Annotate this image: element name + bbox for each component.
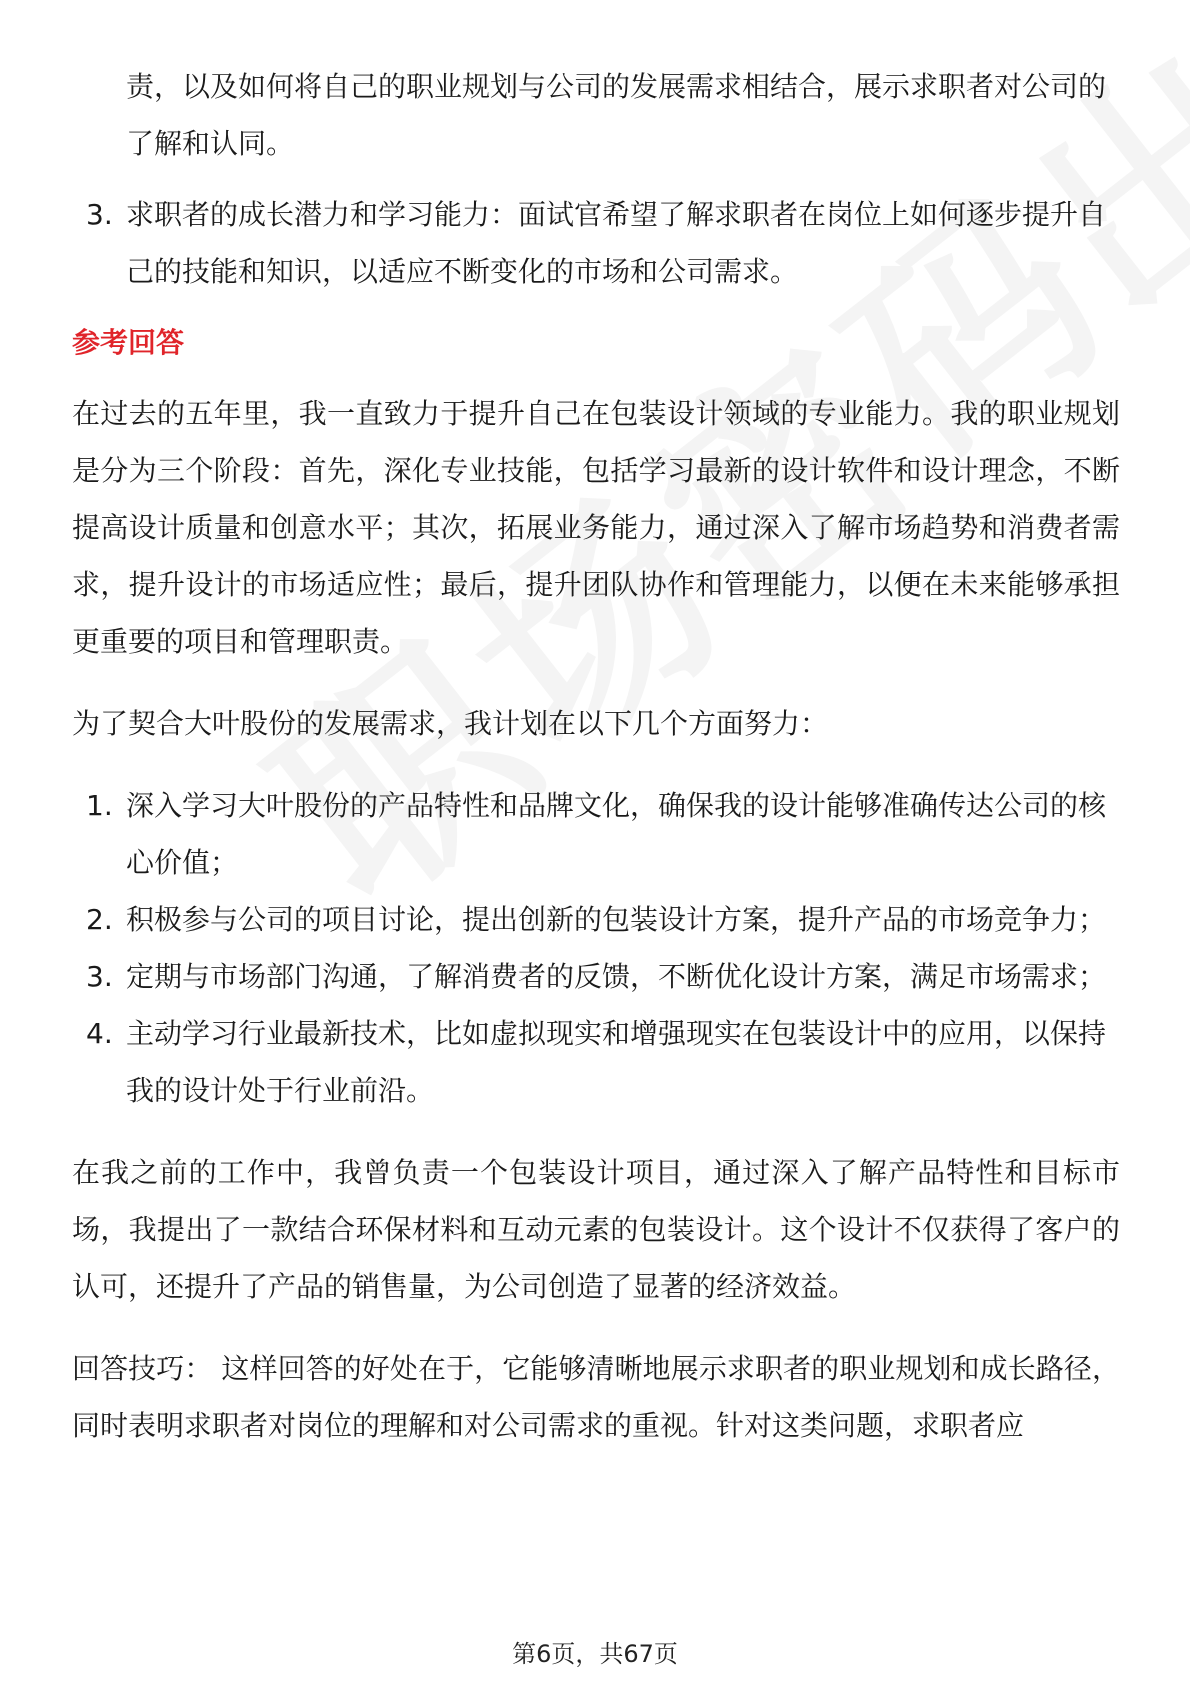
answer-paragraph-1: 在过去的五年里，我一直致力于提升自己在包装设计领域的专业能力。我的职业规划是分为三个阶段：首先，深化专业技能，包括学习最新的设计软件和设计理念，不断提高设计质量和创意水平；其次，拓展业务能力，通过深入了解市场趋势和消费者需求，提升设计的市场适应性；最后，提升团队协作和管理能力，以便在未来能够承担更重要的项目和管理职责。: [72, 397, 1120, 658]
plan-list: [72, 777, 1120, 1119]
list-item-text: 定期与市场部门沟通，了解消费者的反馈，不断优化设计方案，满足市场需求；: [126, 960, 1107, 993]
list-item-text: 积极参与公司的项目讨论，提出创新的包装设计方案，提升产品的市场竞争力；: [126, 903, 1107, 936]
list-item: [72, 948, 1120, 1005]
list-item-number: 2.: [86, 903, 113, 936]
list-item-text: 求职者的成长潜力和学习能力：面试官希望了解求职者在岗位上如何逐步提升自己的技能和知识，以适应不断变化的市场和公司需求。: [126, 198, 1107, 288]
list-item-number: 1.: [86, 789, 113, 822]
answer-paragraph-3: 在我之前的工作中，我曾负责一个包装设计项目，通过深入了解产品特性和目标市场，我提出了一款结合环保材料和互动元素的包装设计。这个设计不仅获得了客户的认可，还提升了产品的销售量，为公司创造了显著的经济效益。: [72, 1156, 1120, 1303]
list-item-number: 3.: [86, 198, 113, 231]
section-heading: 参考回答: [72, 326, 185, 359]
list-item: [72, 186, 1120, 300]
list-item-text: 深入学习大叶股份的产品特性和品牌文化，确保我的设计能够准确传达公司的核心价值；: [126, 789, 1107, 879]
page-number-footer: 第6页，共67页: [512, 1640, 678, 1668]
list-item: [72, 777, 1120, 891]
list-item-number: 4.: [86, 1017, 113, 1050]
intro-list: [72, 186, 1120, 300]
answer-paragraph-2: 为了契合大叶股份的发展需求，我计划在以下几个方面努力：: [72, 707, 829, 740]
page-content: [72, 58, 1120, 1454]
answer-tips-paragraph: 回答技巧： 这样回答的好处在于，它能够清晰地展示求职者的职业规划和成长路径，同时表明求职者对岗位的理解和对公司需求的重视。针对这类问题，求职者应: [72, 1352, 1120, 1442]
list-item: [72, 891, 1120, 948]
intro-item-continuation: 责，以及如何将自己的职业规划与公司的发展需求相结合，展示求职者对公司的了解和认同。: [126, 70, 1107, 160]
list-item-number: 3.: [86, 960, 113, 993]
list-item: [72, 1005, 1120, 1119]
list-item-text: 主动学习行业最新技术，比如虚拟现实和增强现实在包装设计中的应用，以保持我的设计处于行业前沿。: [126, 1017, 1107, 1107]
